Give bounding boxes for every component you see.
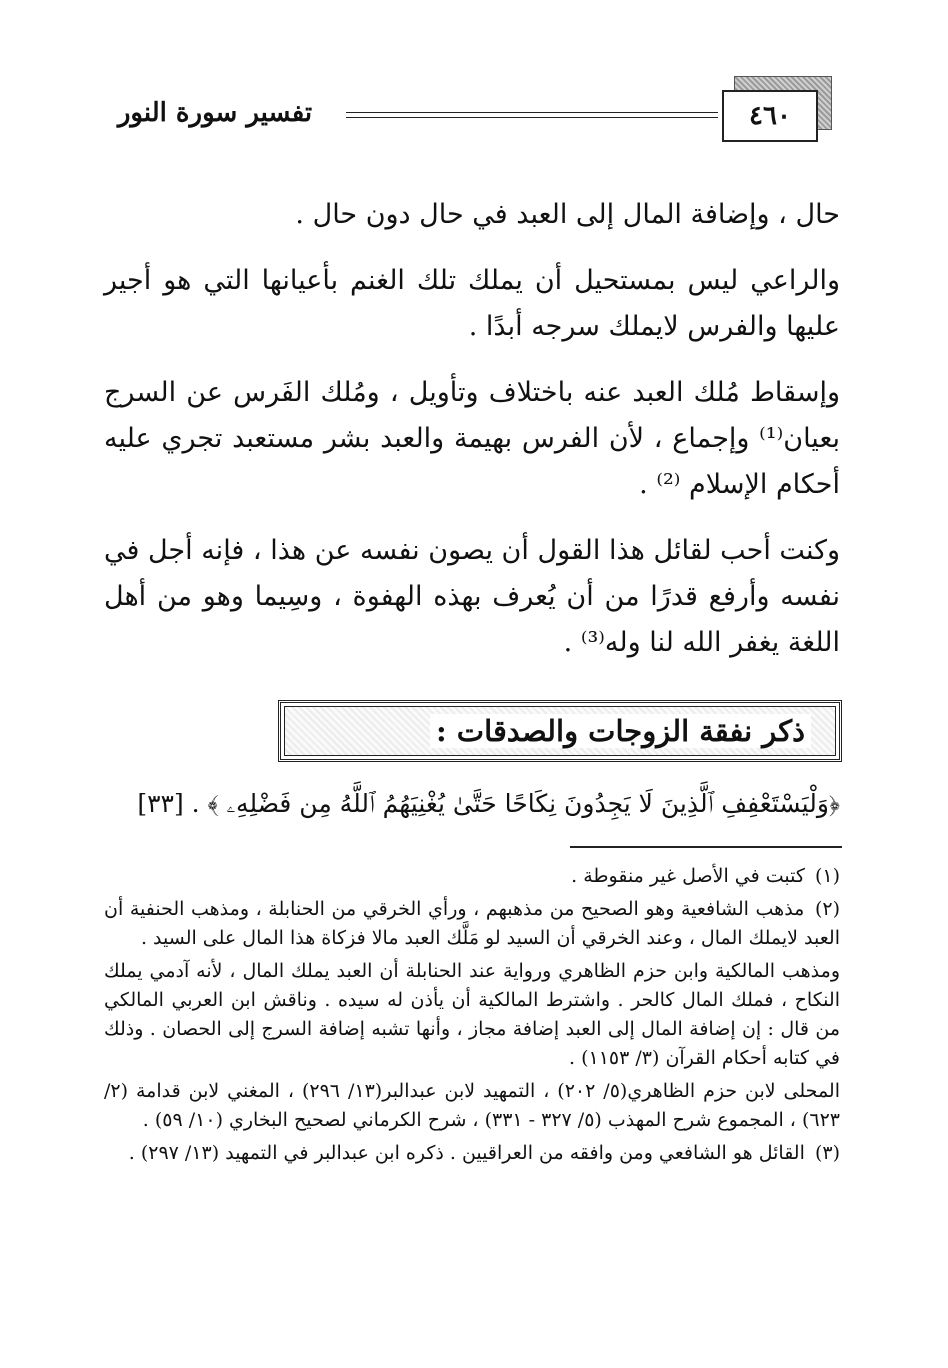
footnote-text: المحلى لابن حزم الظاهري(٥/ ٢٠٢) ، التمهيد لابن عبدالبر(١٣/ ٢٩٦) ، المغني لابن قدامة (٢/ ٦٢٣) ، المجموع شرح المهذب (٥/ ٣٢٧ - ٣٣١) ، شرح الكرماني لصحيح البخاري (١٠/ ٥٩) . xyxy=(104,1080,840,1131)
paragraph: وإسقاط مُلك العبد عنه باختلاف وتأويل ، ومُلك الفَرس عن السرج بعيان⁽¹⁾ وإجماع ، لأن الفرس بهيمة والعبد بشر مستعبد تجري عليه أحكام الإسلام ⁽²⁾ . xyxy=(104,377,840,500)
footnote xyxy=(104,862,840,891)
footnote-number: (٢) xyxy=(814,898,840,920)
paragraph: حال ، وإضافة المال إلى العبد في حال دون حال . xyxy=(295,199,840,230)
footnote-number: (١) xyxy=(814,865,840,887)
footnote-number: (٣) xyxy=(814,1142,840,1164)
footnote-text: القائل هو الشافعي ومن وافقه من العراقيين . ذكره ابن عبدالبر في التمهيد (١٣/ ٢٩٧) . xyxy=(128,1142,805,1164)
section-heading-frame xyxy=(284,706,836,756)
main-text xyxy=(104,192,840,666)
footnote-separator xyxy=(570,846,842,848)
running-title: تفسير سورة النور xyxy=(117,98,313,128)
paragraph: والراعي ليس بمستحيل أن يملك تلك الغنم بأعيانها التي هو أجير عليها والفرس لايملك سرجه أبدًا . xyxy=(104,265,840,342)
footnote-text: ومذهب المالكية وابن حزم الظاهري ورواية عند الحنابلة أن العبد يملك المال ، لأنه آدمي يملك النكاح ، فملك المال كالحر . واشترط المالكية أن يأذن له سيده . وناقش ابن العربي المالكي من قال : إن إضافة المال إلى العبد إضافة مجاز ، وأنها تشبه إضافة السرج إلى الحصان . وذلك في كتابه أحكام القرآن (٣/ ١١٥٣) . xyxy=(104,960,840,1069)
footnote-text: مذهب الشافعية وهو الصحيح من مذهبهم ، ورأي الخرقي من الحنابلة ، ومذهب الحنفية أن العبد لايملك المال ، وعند الخرقي أن السيد لو مَلَّك العبد مالا فزكاة هذا المال على السيد . xyxy=(104,898,840,949)
section-heading: ذكر نفقة الزوجات والصدقات : xyxy=(430,714,811,748)
footnote-continuation xyxy=(104,957,840,1073)
footnote-continuation xyxy=(104,1077,840,1135)
footnote xyxy=(104,895,840,953)
page-number: ٤٦٠ xyxy=(749,101,791,131)
quran-verse: ﴿وَلْيَسْتَعْفِفِ ٱلَّذِينَ لَا يَجِدُونَ نِكَاحًا حَتَّىٰ يُغْنِيَهُمُ ٱللَّهُ مِن فَضْلِهِۦ ﴾ . [٣٣] xyxy=(137,789,840,818)
section-heading-box xyxy=(278,700,842,762)
footnotes xyxy=(104,862,840,1172)
footnote xyxy=(104,1139,840,1168)
header-rule xyxy=(346,112,718,118)
footnote-text: كتبت في الأصل غير منقوطة . xyxy=(571,865,805,887)
paragraph: وكنت أحب لقائل هذا القول أن يصون نفسه عن هذا ، فإنه أجل في نفسه وأرفع قدرًا من أن يُعرف بهذه الهفوة ، وسِيما وهو من أهل اللغة يغفر الله لنا وله⁽³⁾ . xyxy=(103,535,840,658)
page-number-box xyxy=(722,90,818,142)
